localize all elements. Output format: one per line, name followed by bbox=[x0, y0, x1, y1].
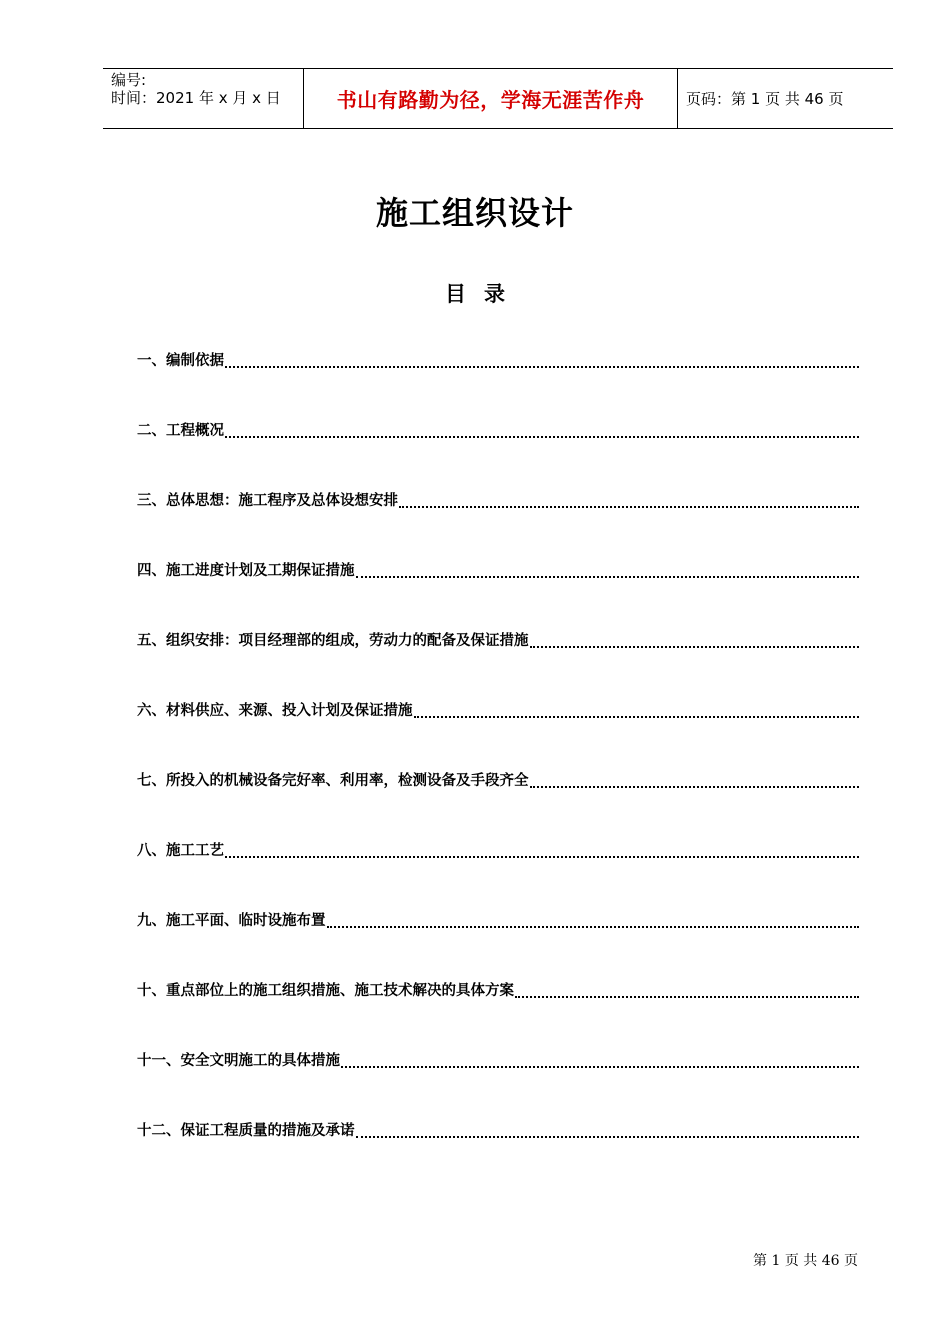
toc-entry[interactable] bbox=[137, 770, 859, 840]
toc-leader-dots bbox=[225, 840, 859, 858]
toc-leader-dots bbox=[356, 1120, 860, 1138]
toc-leader-dots bbox=[414, 700, 860, 718]
toc-entry[interactable] bbox=[137, 490, 859, 560]
toc-entry[interactable] bbox=[137, 700, 859, 770]
toc-leader-dots bbox=[515, 980, 859, 998]
toc-entry[interactable] bbox=[137, 350, 859, 420]
header-date: 时间：2021 年 x 月 x 日 bbox=[111, 89, 281, 107]
toc-leader-dots bbox=[530, 770, 860, 788]
document-title: 施工组织设计 bbox=[375, 194, 574, 232]
toc-entry[interactable] bbox=[137, 420, 859, 490]
toc-leader-dots bbox=[225, 420, 859, 438]
toc-entry[interactable] bbox=[137, 840, 859, 910]
header-number-label: 编号: bbox=[111, 71, 147, 89]
toc-entry[interactable] bbox=[137, 560, 859, 630]
header-motto-cell bbox=[304, 69, 678, 128]
toc-entry-label: 十、重点部位上的施工组织措施、施工技术解决的具体方案 bbox=[137, 983, 514, 999]
toc-leader-dots bbox=[341, 1050, 859, 1068]
toc-entry-label: 三、总体思想：施工程序及总体设想安排 bbox=[137, 493, 398, 509]
toc-entry-label: 一、编制依据 bbox=[137, 353, 224, 369]
header-page-cell bbox=[678, 69, 893, 128]
page-header bbox=[103, 68, 893, 129]
toc-entry[interactable] bbox=[137, 980, 859, 1050]
page-footer: 第 1 页 共 46 页 bbox=[753, 1253, 858, 1269]
header-page-info: 页码：第 1 页 共 46 页 bbox=[686, 90, 844, 108]
toc-leader-dots bbox=[399, 490, 859, 508]
toc-entry[interactable] bbox=[137, 910, 859, 980]
toc-leader-dots bbox=[225, 350, 859, 368]
toc-entry-label: 六、材料供应、来源、投入计划及保证措施 bbox=[137, 703, 413, 719]
toc-heading: 目录 bbox=[445, 282, 523, 306]
table-of-contents bbox=[137, 350, 859, 1190]
toc-entry[interactable] bbox=[137, 1120, 859, 1190]
toc-entry-label: 九、施工平面、临时设施布置 bbox=[137, 913, 326, 929]
toc-entry-label: 五、组织安排：项目经理部的组成，劳动力的配备及保证措施 bbox=[137, 633, 529, 649]
toc-leader-dots bbox=[530, 630, 860, 648]
toc-entry-label: 十一、安全文明施工的具体措施 bbox=[137, 1053, 340, 1069]
toc-entry-label: 二、工程概况 bbox=[137, 423, 224, 439]
toc-entry-label: 七、所投入的机械设备完好率、利用率，检测设备及手段齐全 bbox=[137, 773, 529, 789]
toc-entry-label: 八、施工工艺 bbox=[137, 843, 224, 859]
toc-entry-label: 十二、保证工程质量的措施及承诺 bbox=[137, 1123, 355, 1139]
toc-entry[interactable] bbox=[137, 1050, 859, 1120]
header-meta-cell bbox=[103, 69, 304, 128]
toc-leader-dots bbox=[327, 910, 860, 928]
header-motto: 书山有路勤为径，学海无涯苦作舟 bbox=[336, 88, 645, 112]
toc-leader-dots bbox=[356, 560, 860, 578]
toc-entry[interactable] bbox=[137, 630, 859, 700]
toc-entry-label: 四、施工进度计划及工期保证措施 bbox=[137, 563, 355, 579]
